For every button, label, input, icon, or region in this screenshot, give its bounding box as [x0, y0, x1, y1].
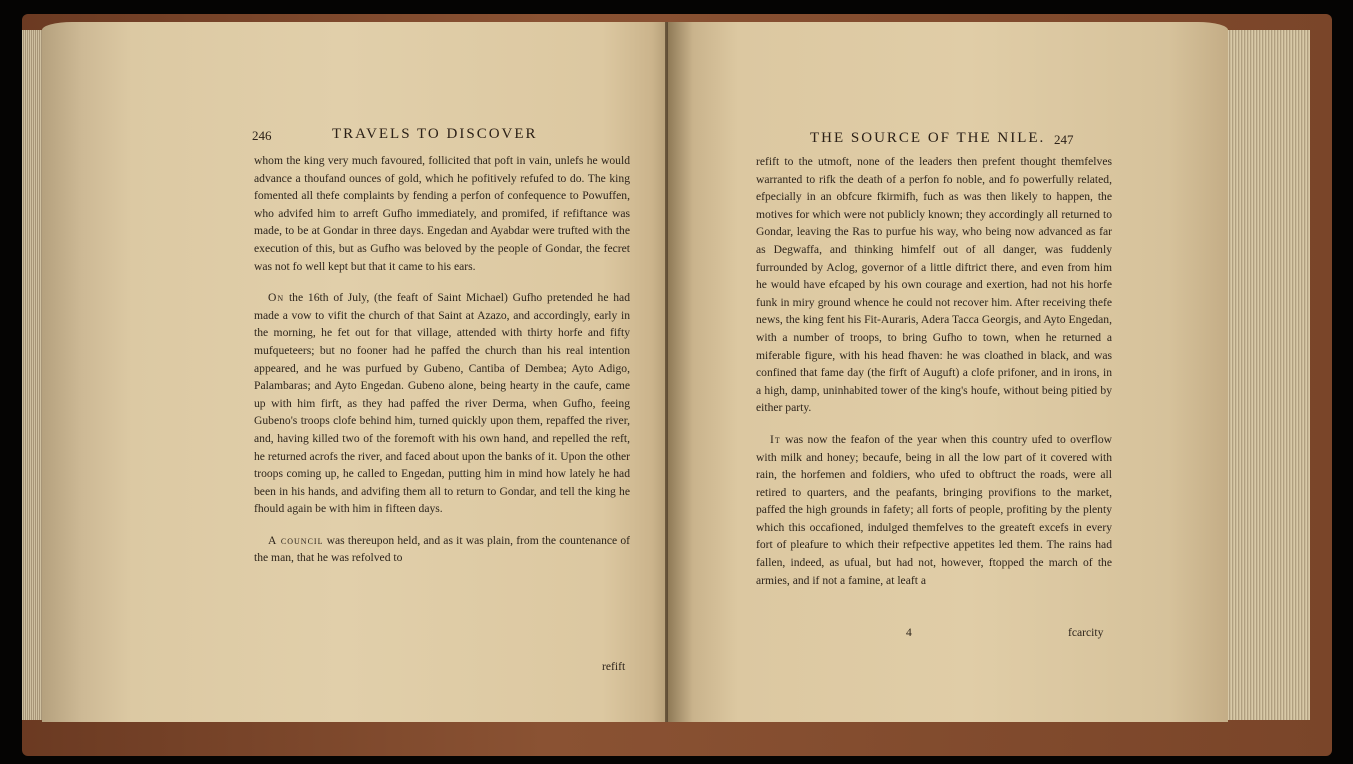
- left-paragraph: A council was thereupon held, and as it was plain, from the countenance of the man, that he was refolved to: [254, 533, 631, 565]
- right-paragraph: It was now the feafon of the year when this country ufed to overflow with milk and honey; becaufe, being in all the low part of it covered with rain, the horfemen and foldiers, who ufed to obftruct the roads, were all retired to quarters, and the peafants, bringing provifions to the market, paffed the high grounds in fafety; all forts of people, profiting by the plenty which this occafioned, indulged themfelves to the greateft excefs in every fort of pleafure to which their refpective appetites led them. The rains had fallen, indeed, as ufual, but had not, however, ftopped the march of the armies, and if not a famine, at leaft a: [756, 432, 1112, 587]
- right-paragraph: refift to the utmoft, none of the leaders then prefent thought themfelves warranted to rifk the death of a perfon fo noble, and fo powerfully related, efpecially in an obfcure fkirmifh, fuch as was then likely to happen, the motives for which were not publicly known; they accordingly all returned to Gondar, leaving the Ras to purfue his way, who being now advanced as far as Degwaffa, and thinking himfelf out of all danger, was fuddenly furrounded by Aclog, governor of a little diftrict there, and even from him he would have efcaped by his own courage and exertion, had not his horfe funk in miry ground whence he could not recover him. After receiving thefe news, the king fent his Fit-Auraris, Adera Tacca Georgis, and Ayto Engedan, with a number of troops, to bring Gufho to town, when he returned a miferable figure, with his head fhaven: he was cloathed in black, and was confined that fame day (the firft of Auguft) a clofe prifoner, and in irons, in a high, damp, uninhabited tower of the king's houfe, without being pitied by either party.: [756, 155, 1112, 415]
- right-running-head: [668, 22, 1228, 147]
- left-catchword: refift: [602, 660, 626, 673]
- left-paragraph: On the 16th of July, (the feaft of Saint Michael) Gufho pretended he had made a vow to vifit the church of that Saint at Azazo, and accordingly, early in the morning, he fet out for that village, attended with thirty horfe and fifty mufqueteers; but no fooner had he paffed the church than his real intention appeared, and he was purfued by Gubeno, Cantiba of Dembea; Ayto Adigo, Palambaras; and Ayto Engedan. Gubeno alone, being hearty in the caufe, came up with him firft, as they had paffed the river Derma, when Gufho, feeing Gubeno's troops clofe behind him, turned quickly upon them, repaffed the river, and, having killed two of the foremoft with his own hand, and repelled the reft, he returned acrofs the river, and faced about upon the banks of it. Upon the other troops coming up, he called to Engedan, putting him in mind how lately he had been in his hands, and advifing them all to return to Gondar, and tell the king he fhould again be with him in fifteen days.: [254, 291, 630, 516]
- right-page-number: 247: [1054, 132, 1074, 147]
- left-paragraph: whom the king very much favoured, follicited that poft in vain, unlefs he would advance a thoufand ounces of gold, which he pofitively refufed to do. The king fomented all thefe complaints by fending a perfon of confequence to Powuffen, who advifed him to arreft Gufho immediately, and promifed, if refiftance was made, to be at Gondar in three days. Engedan and Ayabdar were trufted with the execution of this, but as Gufho was beloved by the people of Gondar, the fecret was not fo well kept but that it came to his ears.: [254, 154, 630, 273]
- right-running-title: THE SOURCE OF THE NILE.: [810, 130, 1046, 146]
- right-catchword: fcarcity: [1068, 626, 1104, 639]
- left-running-title: TRAVELS TO DISCOVER: [332, 126, 538, 142]
- right-page: [668, 22, 1228, 722]
- left-page: [42, 22, 682, 722]
- right-page-edges: [1228, 30, 1310, 720]
- right-text-block: [756, 153, 1112, 589]
- left-page-number: 246: [252, 128, 272, 143]
- left-running-head: [42, 22, 682, 143]
- right-signature-mark: 4: [906, 626, 912, 639]
- left-text-block: [254, 152, 630, 567]
